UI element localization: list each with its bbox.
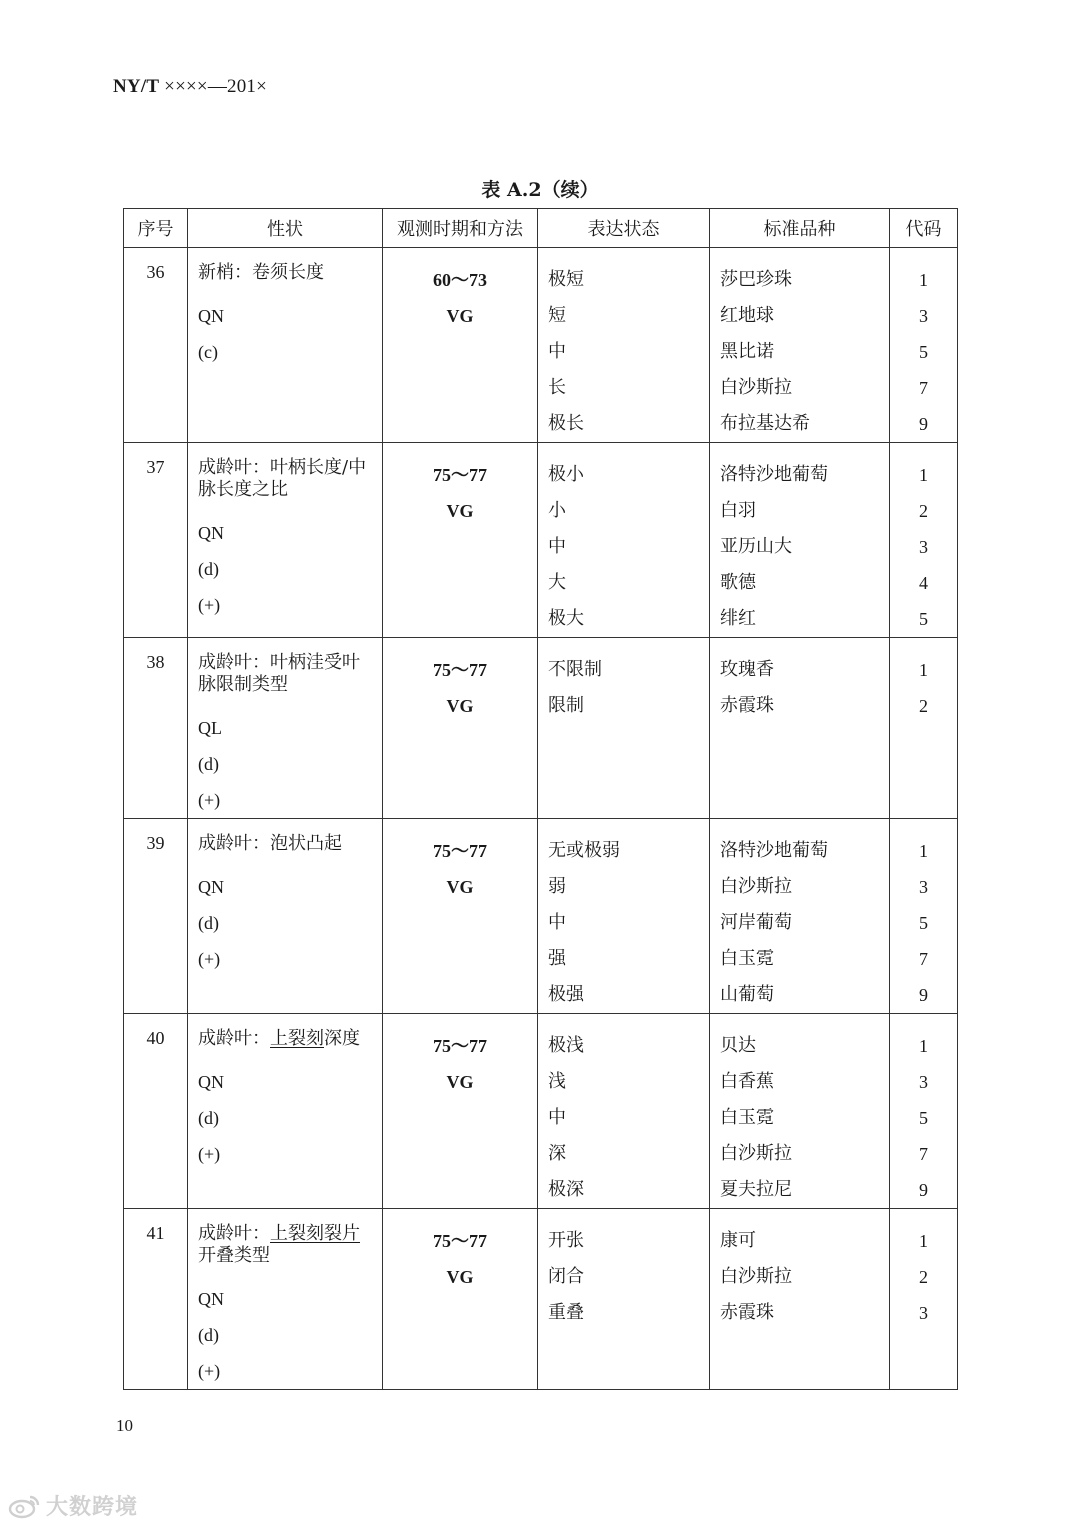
observation-method-code: VG bbox=[446, 696, 474, 716]
serial-number-cell: 37 bbox=[124, 443, 188, 638]
trait-name bbox=[198, 1028, 376, 1050]
example-variety: 山葡萄 bbox=[720, 984, 774, 1005]
note-code: 5 bbox=[919, 1108, 928, 1128]
example-variety-cell bbox=[710, 638, 890, 819]
note-code: 2 bbox=[919, 696, 928, 716]
trait-row bbox=[124, 1209, 958, 1390]
standard-code-header bbox=[113, 76, 267, 98]
trait-name-text: 成龄叶：叶柄长度/中脉长度之比 bbox=[198, 457, 367, 500]
note-code: 1 bbox=[919, 465, 928, 485]
observation-method-code: VG bbox=[446, 306, 474, 326]
expression-state: 小 bbox=[548, 500, 566, 521]
expression-state: 开张 bbox=[548, 1230, 584, 1251]
header-trait: 性状 bbox=[188, 209, 383, 248]
note-code: 7 bbox=[919, 378, 928, 398]
example-variety: 白沙斯拉 bbox=[720, 876, 792, 897]
note-code-cell bbox=[890, 638, 958, 819]
serial-number-cell: 36 bbox=[124, 248, 188, 443]
trait-attribute: (c) bbox=[198, 342, 218, 362]
page-number: 10 bbox=[116, 1416, 133, 1435]
observation-method-code: VG bbox=[446, 877, 474, 897]
trait-cell bbox=[188, 638, 383, 819]
example-variety: 亚历山大 bbox=[720, 536, 792, 557]
example-variety: 赤霞珠 bbox=[720, 1302, 774, 1323]
example-variety-cell bbox=[710, 443, 890, 638]
expression-state: 极大 bbox=[548, 608, 584, 629]
note-code: 1 bbox=[919, 660, 928, 680]
trait-name-text: 新梢：卷须长度 bbox=[198, 262, 324, 283]
expression-state: 极浅 bbox=[548, 1035, 584, 1056]
trait-attribute: QN bbox=[198, 877, 224, 897]
trait-row bbox=[124, 1014, 958, 1209]
growth-stage-range: 75～77 bbox=[433, 660, 487, 680]
expression-state-cell bbox=[538, 1209, 710, 1390]
observation-method-cell bbox=[383, 248, 538, 443]
trait-attribute: (d) bbox=[198, 913, 219, 933]
trait-attribute: (+) bbox=[198, 1361, 221, 1381]
example-variety-cell bbox=[710, 1014, 890, 1209]
note-code: 5 bbox=[919, 342, 928, 362]
watermark-text: 大数跨境 bbox=[46, 1495, 139, 1520]
note-code: 9 bbox=[919, 414, 928, 434]
note-code: 3 bbox=[919, 537, 928, 557]
note-code-cell bbox=[890, 1014, 958, 1209]
expression-state: 大 bbox=[548, 572, 566, 593]
growth-stage-range: 75～77 bbox=[433, 465, 487, 485]
trait-attribute: (d) bbox=[198, 559, 219, 579]
trait-cell bbox=[188, 1209, 383, 1390]
example-variety: 白沙斯拉 bbox=[720, 377, 792, 398]
note-code: 5 bbox=[919, 609, 928, 629]
example-variety: 白香蕉 bbox=[720, 1071, 774, 1092]
growth-stage-range: 75～77 bbox=[433, 841, 487, 861]
header-observation-method: 观测时期和方法 bbox=[383, 209, 538, 248]
serial-number-cell: 39 bbox=[124, 819, 188, 1014]
trait-row bbox=[124, 443, 958, 638]
trait-row bbox=[124, 819, 958, 1014]
table-caption: 表 A.2（续） bbox=[481, 179, 599, 201]
trait-attribute: QN bbox=[198, 523, 224, 543]
note-code: 7 bbox=[919, 1144, 928, 1164]
expression-state-cell bbox=[538, 443, 710, 638]
example-variety-cell bbox=[710, 1209, 890, 1390]
note-code: 1 bbox=[919, 841, 928, 861]
watermark bbox=[8, 1490, 138, 1521]
note-code: 3 bbox=[919, 306, 928, 326]
example-variety: 白沙斯拉 bbox=[720, 1143, 792, 1164]
trait-name-text: 成龄叶：叶柄洼受叶脉限制类型 bbox=[198, 652, 360, 695]
note-code-cell bbox=[890, 819, 958, 1014]
observation-method-cell bbox=[383, 638, 538, 819]
note-code: 4 bbox=[919, 573, 928, 593]
growth-stage-range: 75～77 bbox=[433, 1231, 487, 1251]
note-code: 9 bbox=[919, 1180, 928, 1200]
expression-state: 重叠 bbox=[548, 1302, 584, 1323]
serial-number-cell: 41 bbox=[124, 1209, 188, 1390]
table-body bbox=[124, 248, 958, 1390]
expression-state: 浅 bbox=[548, 1071, 566, 1092]
note-code: 1 bbox=[919, 270, 928, 290]
trait-name bbox=[198, 262, 376, 284]
trait-specification-table bbox=[123, 208, 958, 1390]
expression-state: 中 bbox=[548, 912, 566, 933]
header-serial-number: 序号 bbox=[124, 209, 188, 248]
trait-attribute: QN bbox=[198, 1072, 224, 1092]
trait-name bbox=[198, 1223, 376, 1267]
expression-state: 极小 bbox=[548, 464, 584, 485]
expression-state: 极深 bbox=[548, 1179, 584, 1200]
serial-number-cell: 40 bbox=[124, 1014, 188, 1209]
expression-state: 中 bbox=[548, 1107, 566, 1128]
example-variety: 夏夫拉尼 bbox=[720, 1179, 792, 1200]
trait-name bbox=[198, 652, 376, 696]
expression-state-cell bbox=[538, 248, 710, 443]
example-variety: 布拉基达希 bbox=[720, 413, 810, 434]
observation-method-code: VG bbox=[446, 501, 474, 521]
note-code: 3 bbox=[919, 1072, 928, 1092]
note-code: 5 bbox=[919, 913, 928, 933]
expression-state: 闭合 bbox=[548, 1266, 584, 1287]
header-example-variety: 标准品种 bbox=[710, 209, 890, 248]
expression-state: 无或极弱 bbox=[548, 840, 620, 861]
note-code: 9 bbox=[919, 985, 928, 1005]
note-code: 2 bbox=[919, 1267, 928, 1287]
observation-method-code: VG bbox=[446, 1267, 474, 1287]
note-code: 7 bbox=[919, 949, 928, 969]
trait-attribute: (d) bbox=[198, 1325, 219, 1345]
example-variety: 黑比诺 bbox=[720, 341, 774, 362]
trait-name-rest: 深度 bbox=[324, 1028, 360, 1049]
expression-state: 极强 bbox=[548, 984, 584, 1005]
expression-state: 不限制 bbox=[548, 659, 602, 680]
note-code: 1 bbox=[919, 1231, 928, 1251]
example-variety: 洛特沙地葡萄 bbox=[720, 840, 828, 861]
example-variety: 赤霞珠 bbox=[720, 695, 774, 716]
trait-row bbox=[124, 248, 958, 443]
trait-attribute: (d) bbox=[198, 1108, 219, 1128]
example-variety: 白玉霓 bbox=[720, 948, 774, 969]
note-code: 3 bbox=[919, 877, 928, 897]
example-variety: 绯红 bbox=[720, 608, 756, 629]
expression-state: 长 bbox=[548, 377, 566, 398]
example-variety-cell bbox=[710, 819, 890, 1014]
observation-method-code: VG bbox=[446, 1072, 474, 1092]
trait-attribute: QN bbox=[198, 1289, 224, 1309]
expression-state-cell bbox=[538, 1014, 710, 1209]
trait-attribute: QL bbox=[198, 718, 222, 738]
serial-number-cell: 38 bbox=[124, 638, 188, 819]
example-variety: 白沙斯拉 bbox=[720, 1266, 792, 1287]
example-variety-cell bbox=[710, 248, 890, 443]
note-code-cell bbox=[890, 1209, 958, 1390]
trait-cell bbox=[188, 248, 383, 443]
trait-name-underlined: 上裂刻裂片 bbox=[270, 1223, 360, 1244]
trait-cell bbox=[188, 443, 383, 638]
weibo-logo-icon bbox=[8, 1493, 42, 1519]
trait-attribute: QN bbox=[198, 306, 224, 326]
trait-name bbox=[198, 457, 376, 501]
example-variety: 白玉霓 bbox=[720, 1107, 774, 1128]
note-code: 1 bbox=[919, 1036, 928, 1056]
observation-method-cell bbox=[383, 443, 538, 638]
trait-name bbox=[198, 833, 376, 855]
trait-name-prefix: 成龄叶： bbox=[198, 1028, 270, 1049]
example-variety: 红地球 bbox=[720, 305, 774, 326]
example-variety: 河岸葡萄 bbox=[720, 912, 792, 933]
example-variety: 莎巴珍珠 bbox=[720, 269, 792, 290]
standard-prefix: NY/T bbox=[113, 76, 160, 97]
note-code-cell bbox=[890, 248, 958, 443]
header-note-code: 代码 bbox=[890, 209, 958, 248]
header-expression-state: 表达状态 bbox=[538, 209, 710, 248]
trait-row bbox=[124, 638, 958, 819]
expression-state-cell bbox=[538, 638, 710, 819]
table-header-row bbox=[124, 209, 958, 248]
growth-stage-range: 75～77 bbox=[433, 1036, 487, 1056]
trait-name-rest: 开叠类型 bbox=[198, 1245, 270, 1266]
trait-name-underlined: 上裂刻 bbox=[270, 1028, 324, 1049]
trait-name-text: 成龄叶：泡状凸起 bbox=[198, 833, 342, 854]
trait-name-prefix: 成龄叶： bbox=[198, 1223, 270, 1244]
expression-state-cell bbox=[538, 819, 710, 1014]
expression-state: 弱 bbox=[548, 876, 566, 897]
trait-attribute: (+) bbox=[198, 790, 221, 810]
trait-attribute: (d) bbox=[198, 754, 219, 774]
expression-state: 短 bbox=[548, 305, 566, 326]
expression-state: 限制 bbox=[548, 695, 584, 716]
expression-state: 深 bbox=[548, 1143, 566, 1164]
growth-stage-range: 60～73 bbox=[433, 270, 487, 290]
expression-state: 强 bbox=[548, 948, 566, 969]
example-variety: 康可 bbox=[720, 1230, 756, 1251]
example-variety: 歌德 bbox=[720, 572, 756, 593]
trait-cell bbox=[188, 1014, 383, 1209]
trait-attribute: (+) bbox=[198, 1144, 221, 1164]
expression-state: 中 bbox=[548, 341, 566, 362]
example-variety: 贝达 bbox=[720, 1035, 756, 1056]
trait-attribute: (+) bbox=[198, 595, 221, 615]
example-variety: 洛特沙地葡萄 bbox=[720, 464, 828, 485]
example-variety: 白羽 bbox=[720, 500, 756, 521]
expression-state: 中 bbox=[548, 536, 566, 557]
observation-method-cell bbox=[383, 819, 538, 1014]
observation-method-cell bbox=[383, 1014, 538, 1209]
expression-state: 极长 bbox=[548, 413, 584, 434]
note-code: 3 bbox=[919, 1303, 928, 1323]
trait-cell bbox=[188, 819, 383, 1014]
note-code: 2 bbox=[919, 501, 928, 521]
standard-suffix: ××××—201× bbox=[159, 76, 268, 97]
expression-state: 极短 bbox=[548, 269, 584, 290]
note-code-cell bbox=[890, 443, 958, 638]
example-variety: 玫瑰香 bbox=[720, 659, 774, 680]
observation-method-cell bbox=[383, 1209, 538, 1390]
trait-attribute: (+) bbox=[198, 949, 221, 969]
